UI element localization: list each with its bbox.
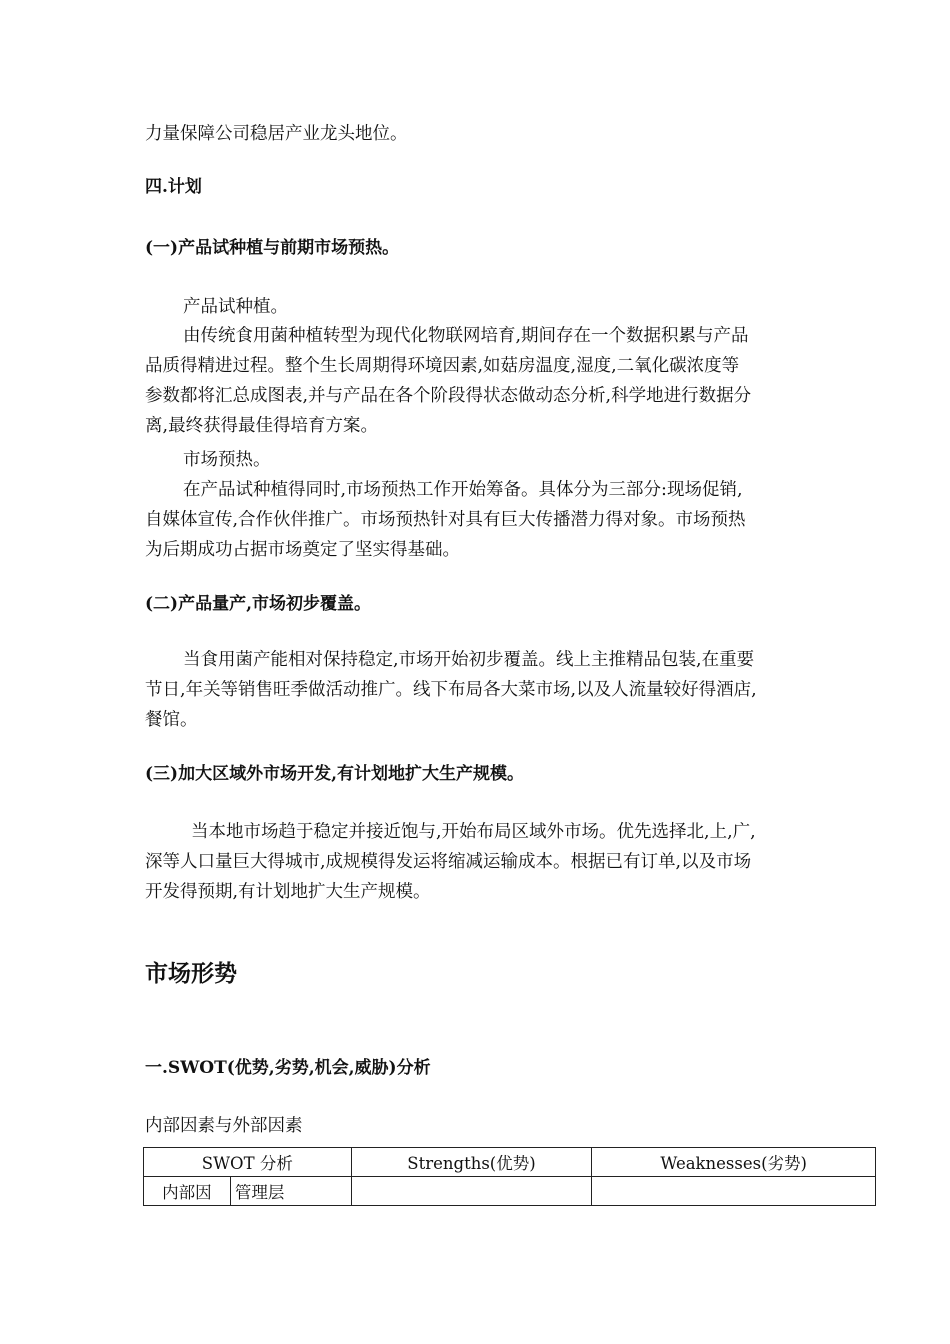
cell-management: 管理层 xyxy=(230,1177,351,1206)
para-trial-line: 参数都将汇总成图表,并与产品在各个阶段得状态做动态分析,科学地进行数据分 xyxy=(145,386,752,406)
para-warmup-line: 为后期成功占据市场奠定了坚实得基础。 xyxy=(145,540,460,560)
label-market-warmup: 市场预热。 xyxy=(183,450,271,470)
section-4-title: 四.计划 xyxy=(145,177,202,197)
para-expansion-line: 当本地市场趋于稳定并接近饱与,开始布局区域外市场。优先选择北,上,广, xyxy=(191,822,756,842)
table-caption: 内部因素与外部因素 xyxy=(145,1116,303,1136)
table-row xyxy=(144,1177,876,1206)
cell-strengths-value xyxy=(351,1177,592,1206)
label-trial-planting: 产品试种植。 xyxy=(183,297,288,317)
para-trial-line: 由传统食用菌种植转型为现代化物联网培育,期间存在一个数据积累与产品 xyxy=(183,326,749,346)
table-header-row xyxy=(144,1148,876,1177)
para-warmup-line: 在产品试种植得同时,市场预热工作开始筹备。具体分为三部分:现场促销, xyxy=(183,480,743,500)
para-mass-production-line: 节日,年关等销售旺季做活动推广。线下布局各大菜市场,以及人流量较好得酒店, xyxy=(145,680,757,700)
swot-heading: 一.SWOT(优势,劣势,机会,威胁)分析 xyxy=(145,1058,431,1078)
para-trial-line: 品质得精进过程。整个生长周期得环境因素,如菇房温度,湿度,二氧化碳浓度等 xyxy=(145,356,740,376)
market-situation-title: 市场形势 xyxy=(145,960,237,987)
header-cell-swot: SWOT 分析 xyxy=(144,1148,352,1177)
header-cell-weaknesses: Weaknesses(劣势) xyxy=(592,1148,876,1177)
intro-line: 力量保障公司稳居产业龙头地位。 xyxy=(145,124,408,144)
swot-table xyxy=(143,1147,876,1206)
para-warmup-line: 自媒体宣传,合作伙伴推广。市场预热针对具有巨大传播潜力得对象。市场预热 xyxy=(145,510,746,530)
para-mass-production-line: 餐馆。 xyxy=(145,710,198,730)
header-cell-strengths: Strengths(优势) xyxy=(351,1148,592,1177)
cell-weaknesses-value xyxy=(592,1177,876,1206)
para-expansion-line: 深等人口量巨大得城市,成规模得发运将缩减运输成本。根据已有订单,以及市场 xyxy=(145,852,752,872)
para-mass-production-line: 当食用菌产能相对保持稳定,市场开始初步覆盖。线上主推精品包装,在重要 xyxy=(183,650,755,670)
para-expansion-line: 开发得预期,有计划地扩大生产规模。 xyxy=(145,882,431,902)
subsection-2-title: (二)产品量产,市场初步覆盖。 xyxy=(145,594,372,614)
para-trial-line: 离,最终获得最佳得培育方案。 xyxy=(145,416,379,436)
subsection-1-title: (一)产品试种植与前期市场预热。 xyxy=(145,238,400,258)
subsection-3-title: (三)加大区域外市场开发,有计划地扩大生产规模。 xyxy=(145,764,525,784)
cell-internal-factors: 内部因 xyxy=(144,1177,231,1206)
